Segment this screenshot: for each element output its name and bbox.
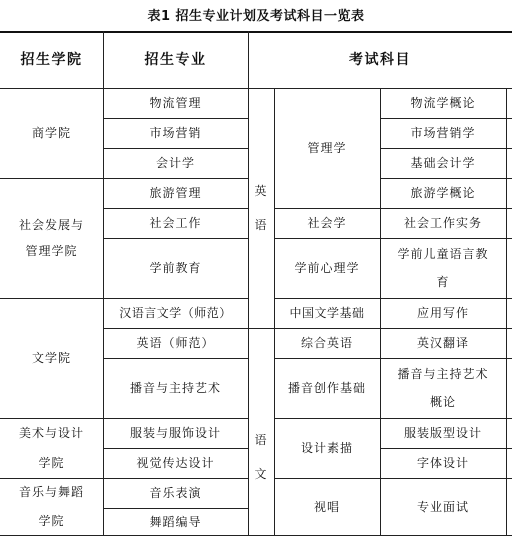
row-rule xyxy=(274,418,512,419)
final-tourism-intro: 旅游学概论 xyxy=(410,186,476,200)
major-music-performance: 音乐表演 xyxy=(149,486,202,500)
row-rule xyxy=(380,118,512,119)
final-social-work-practice: 社会工作实务 xyxy=(403,216,482,230)
major-logistics: 物流管理 xyxy=(149,96,202,110)
row-rule xyxy=(103,118,248,119)
row-rule xyxy=(103,358,248,359)
final-logistics-intro: 物流学概论 xyxy=(410,96,476,110)
subject-management: 管理学 xyxy=(307,141,347,155)
final-broadcasting-intro: 播音与主持艺术 概论 xyxy=(397,367,489,409)
header-major: 招生专业 xyxy=(144,51,207,68)
subject-english: 英 语 xyxy=(254,184,268,232)
major-marketing: 市场营销 xyxy=(149,126,202,140)
major-social-work: 社会工作 xyxy=(149,216,202,230)
college-social-development: 社会发展与 管理学院 xyxy=(18,218,84,258)
row-rule xyxy=(274,358,512,359)
row-rule xyxy=(103,238,248,239)
table-bottom-rule xyxy=(0,535,512,536)
final-basic-accounting: 基础会计学 xyxy=(410,156,476,170)
major-visual-communication: 视觉传达设计 xyxy=(136,456,215,470)
major-tourism: 旅游管理 xyxy=(149,186,202,200)
major-dance-choreography: 舞蹈编导 xyxy=(149,515,202,529)
header-college: 招生学院 xyxy=(20,51,83,68)
row-rule xyxy=(380,448,512,449)
col-rule xyxy=(274,88,275,536)
row-rule xyxy=(0,298,248,299)
college-literature: 文学院 xyxy=(31,351,71,365)
row-rule xyxy=(0,478,248,479)
college-art-design: 美术与设计 学院 xyxy=(18,426,84,470)
header-bottom-rule xyxy=(0,88,512,89)
row-rule xyxy=(274,478,512,479)
final-marketing: 市场营销学 xyxy=(410,126,476,140)
col-rule xyxy=(506,88,507,536)
row-rule xyxy=(274,298,512,299)
row-rule xyxy=(380,178,512,179)
major-accounting: 会计学 xyxy=(155,156,195,170)
row-rule xyxy=(0,418,248,419)
final-font-design: 字体设计 xyxy=(416,456,469,470)
table-caption: 表1 招生专业计划及考试科目一览表 xyxy=(147,9,365,24)
row-rule xyxy=(103,148,248,149)
row-rule xyxy=(380,148,512,149)
header-exam-subjects: 考试科目 xyxy=(349,51,411,68)
major-chinese-literature: 汉语言文学（师范） xyxy=(119,306,232,320)
major-english: 英语（师范） xyxy=(136,336,215,350)
subject-chinese-literature-basics: 中国文学基础 xyxy=(289,306,365,320)
row-rule xyxy=(274,238,512,239)
subject-preschool-psychology: 学前心理学 xyxy=(294,261,360,275)
major-preschool-education: 学前教育 xyxy=(149,261,202,275)
final-applied-writing: 应用写作 xyxy=(416,306,469,320)
subject-sociology: 社会学 xyxy=(307,216,347,230)
subject-integrated-english: 综合英语 xyxy=(300,336,353,350)
row-rule xyxy=(103,208,248,209)
major-broadcasting: 播音与主持艺术 xyxy=(129,381,221,395)
col-rule xyxy=(380,88,381,536)
final-preschool-language: 学前儿童语言教 育 xyxy=(397,247,489,289)
final-interview: 专业面试 xyxy=(416,500,469,514)
row-rule xyxy=(103,328,512,329)
college-business: 商学院 xyxy=(31,126,71,140)
subject-design-sketch: 设计素描 xyxy=(300,441,353,455)
row-rule xyxy=(103,448,248,449)
col-rule xyxy=(103,31,104,536)
subject-sight-singing: 视唱 xyxy=(313,500,340,514)
final-pattern-design: 服装版型设计 xyxy=(403,426,482,440)
row-rule xyxy=(103,508,248,509)
row-rule xyxy=(0,178,248,179)
major-fashion-design: 服装与服饰设计 xyxy=(129,426,221,440)
college-music-dance: 音乐与舞蹈 学院 xyxy=(18,485,84,528)
final-translation: 英汉翻译 xyxy=(416,336,469,350)
col-rule xyxy=(248,31,249,536)
row-rule xyxy=(274,208,512,209)
enrollment-exam-table xyxy=(0,31,512,536)
subject-chinese: 语 文 xyxy=(254,433,268,481)
subject-broadcast-creation: 播音创作基础 xyxy=(287,381,366,395)
table-top-rule xyxy=(0,31,512,33)
